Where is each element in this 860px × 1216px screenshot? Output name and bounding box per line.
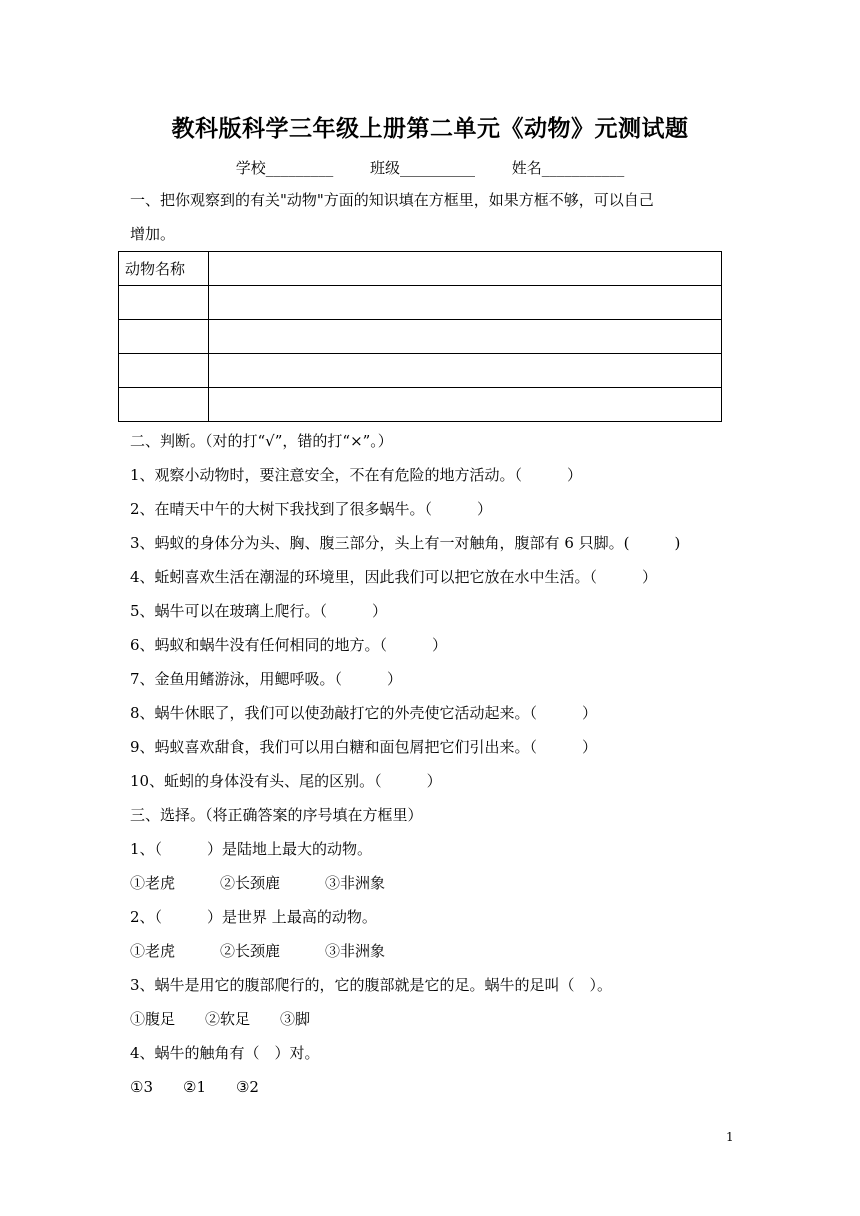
page-title: 教科版科学三年级上册第二单元《动物》元测试题 [171,116,689,142]
student-info-row [0,157,860,178]
table-cell[interactable] [209,252,722,286]
section3-heading: 三、选择。（将正确答案的序号填在方框里） [130,806,423,824]
table-row [119,286,722,320]
table-cell[interactable] [119,388,209,422]
section2-heading: 二、判断。（对的打“√”，错的打“×”。） [130,432,393,450]
table-cell[interactable] [209,388,722,422]
table-header-cell: 动物名称 [119,252,209,286]
table-cell[interactable] [119,354,209,388]
animal-observation-table [118,251,722,422]
section1-instruction-line1: 一、把你观察到的有关"动物"方面的知识填在方框里，如果方框不够，可以自己 [130,191,654,209]
judgment-item-10: 10、蚯蚓的身体没有头、尾的区别。（ ） [130,772,442,790]
choice-options-3: ①腹足 ②软足 ③脚 [130,1010,311,1028]
choice-question-4: 4、蜗牛的触角有（ ）对。 [130,1044,320,1062]
judgment-item-3: 3、蚂蚁的身体分为头、胸、腹三部分，头上有一对触角，腹部有 6 只脚。( ) [130,534,681,552]
table-row [119,320,722,354]
judgment-item-5: 5、蜗牛可以在玻璃上爬行。（ ） [130,602,388,620]
judgment-item-7: 7、金鱼用鳍游泳，用鳃呼吸。（ ） [130,670,403,688]
choice-question-2: 2、（ ）是世界 上最高的动物。 [130,908,377,926]
class-field: 班级__________ [369,159,475,177]
table-cell[interactable] [209,320,722,354]
choice-options-1: ①老虎 ②长颈鹿 ③非洲象 [130,874,386,892]
table-cell[interactable] [119,320,209,354]
judgment-item-4: 4、蚯蚓喜欢生活在潮湿的环境里，因此我们可以把它放在水中生活。（ ） [130,568,658,586]
table-row [119,388,722,422]
choice-options-4: ①3 ②1 ③2 [130,1078,259,1096]
table-row [119,252,722,286]
choice-question-3: 3、蜗牛是用它的腹部爬行的，它的腹部就是它的足。蜗牛的足叫（ ）。 [130,976,613,994]
choice-question-1: 1、（ ）是陆地上最大的动物。 [130,840,373,858]
judgment-item-8: 8、蜗牛休眠了，我们可以使劲敲打它的外壳使它活动起来。（ ） [130,704,598,722]
judgment-item-6: 6、蚂蚁和蜗牛没有任何相同的地方。（ ） [130,636,448,654]
table-cell[interactable] [209,354,722,388]
table-cell[interactable] [209,286,722,320]
choice-options-2: ①老虎 ②长颈鹿 ③非洲象 [130,942,386,960]
school-field: 学校_________ [235,159,334,177]
judgment-item-1: 1、观察小动物时，要注意安全，不在有危险的地方活动。（ ） [130,466,583,484]
name-field: 姓名___________ [511,159,625,177]
section1-instruction-line2: 增加。 [130,225,176,243]
page-number: 1 [726,1130,734,1144]
table-cell[interactable] [119,286,209,320]
table-row [119,354,722,388]
judgment-item-2: 2、在晴天中午的大树下我找到了很多蜗牛。（ ） [130,500,493,518]
judgment-item-9: 9、蚂蚁喜欢甜食，我们可以用白糖和面包屑把它们引出来。（ ） [130,738,598,756]
